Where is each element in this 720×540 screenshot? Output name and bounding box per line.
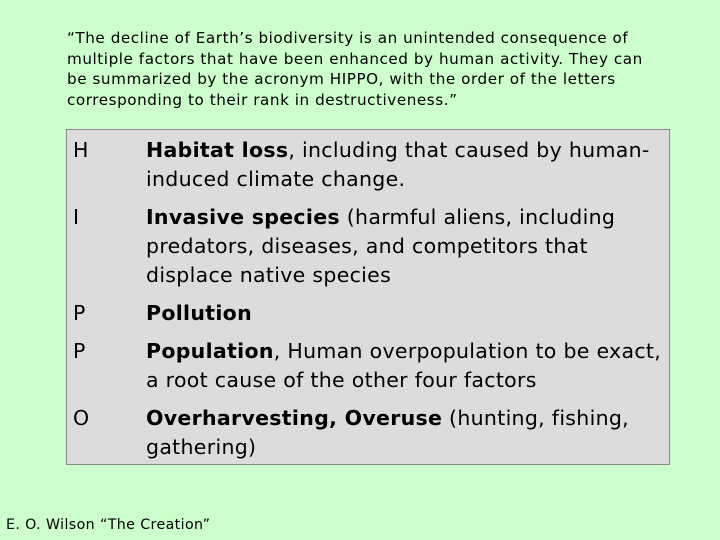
row-term: Population [146, 339, 274, 363]
hippo-table [66, 129, 670, 465]
row-description [146, 136, 666, 194]
source-citation: E. O. Wilson “The Creation” [6, 517, 211, 533]
row-letter: P [73, 301, 86, 325]
row-letter: O [73, 406, 90, 430]
row-detail: , including that caused by human-induced climate change. [146, 138, 650, 191]
row-description [146, 299, 666, 328]
row-letter: I [73, 205, 80, 229]
row-detail: (harmful aliens, including predators, diseases, and competitors that displace native species [146, 205, 616, 287]
row-term: Overharvesting, Overuse [146, 406, 443, 430]
row-letter: P [73, 339, 86, 363]
row-term: Habitat loss [146, 138, 289, 162]
row-detail: , Human overpopulation to be exact, a root cause of the other four factors [146, 339, 662, 392]
intro-quote: “The decline of Earth’s biodiversity is an unintended consequence of multiple factors that have been enhanced by human activity. They can be summarized by the acronym HIPPO, with the order of the letters corresponding to their rank in destructiveness.” [67, 29, 643, 109]
row-description [146, 404, 666, 462]
row-term: Invasive species [146, 205, 340, 229]
row-term: Pollution [146, 301, 252, 325]
row-detail: (hunting, fishing, gathering) [146, 406, 630, 459]
row-description [146, 337, 666, 395]
row-description [146, 203, 666, 290]
row-letter: H [73, 138, 89, 162]
